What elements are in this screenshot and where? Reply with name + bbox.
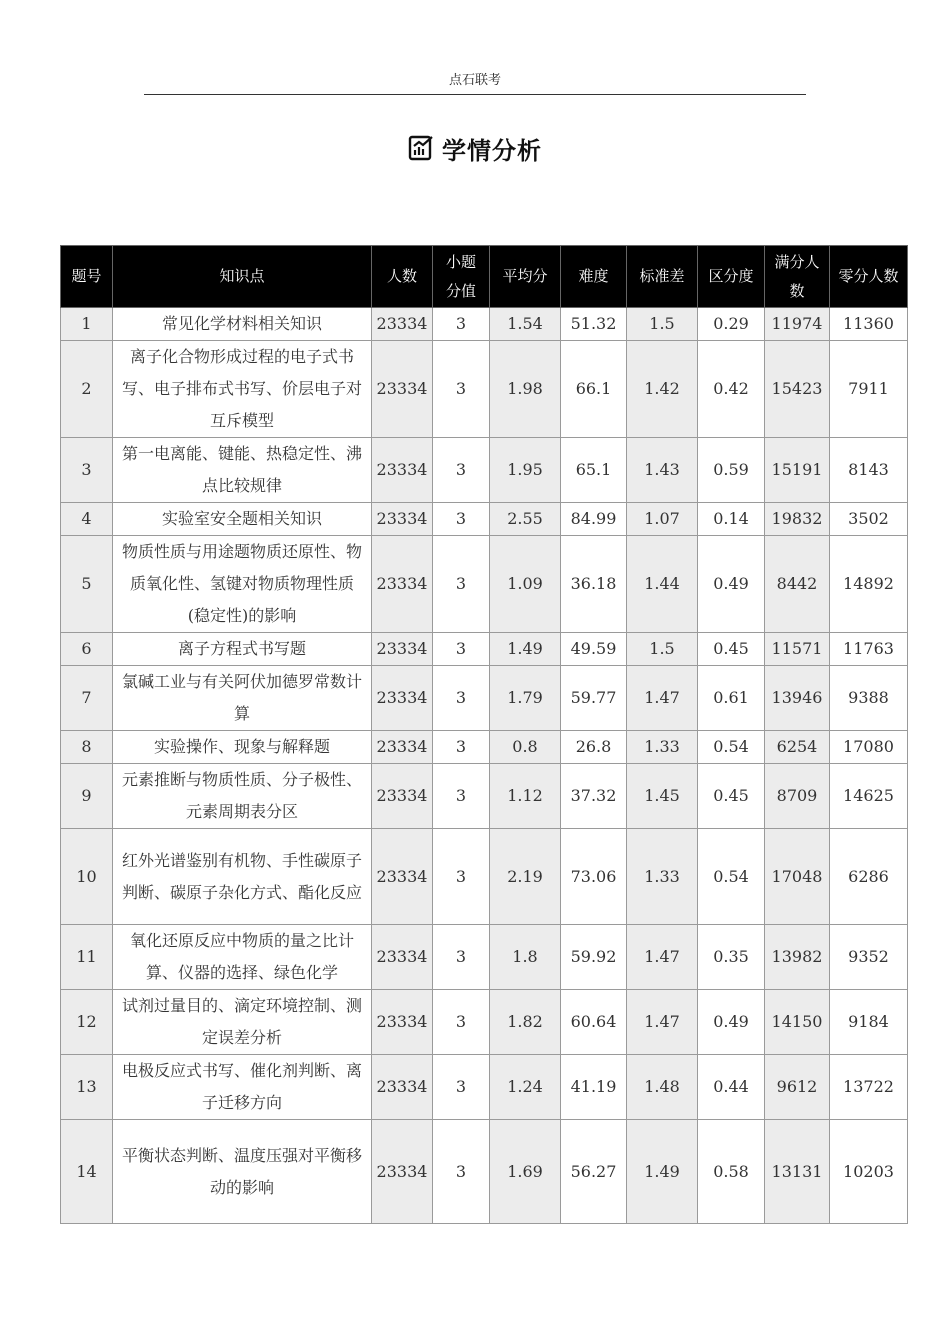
- col-count-cell: 23334: [372, 503, 433, 536]
- col-count-cell: 23334: [372, 1055, 433, 1120]
- col-full-score-count-cell: 8709: [765, 764, 830, 829]
- col-average-cell: 2.55: [490, 503, 561, 536]
- col-discrimination-cell: 0.29: [698, 308, 765, 341]
- table-row: [61, 308, 908, 341]
- page-header: [144, 70, 806, 95]
- col-no-cell: 8: [61, 731, 113, 764]
- col-difficulty-cell: 51.32: [561, 308, 627, 341]
- col-knowledge-point-cell: 氯碱工业与有关阿伏加德罗常数计算: [113, 666, 372, 731]
- table-row: [61, 438, 908, 503]
- table-row: [61, 1055, 908, 1120]
- col-no-cell: 6: [61, 633, 113, 666]
- col-full-score-count-cell: 11571: [765, 633, 830, 666]
- col-no-cell: 3: [61, 438, 113, 503]
- col-knowledge-point-cell: 试剂过量目的、滴定环境控制、测定误差分析: [113, 990, 372, 1055]
- col-difficulty-cell: 66.1: [561, 341, 627, 438]
- col-average-cell: 1.95: [490, 438, 561, 503]
- col-std-dev-cell: 1.5: [627, 633, 698, 666]
- col-item-score-cell: 3: [433, 1055, 490, 1120]
- col-full-score-count-cell: 17048: [765, 829, 830, 925]
- col-no-cell: 2: [61, 341, 113, 438]
- col-count-cell: 23334: [372, 1120, 433, 1224]
- col-std-dev-cell: 1.45: [627, 764, 698, 829]
- col-zero-score-count-cell: 11763: [830, 633, 908, 666]
- col-count-cell: 23334: [372, 731, 433, 764]
- col-count-cell: 23334: [372, 764, 433, 829]
- col-full-score-count-cell: 15423: [765, 341, 830, 438]
- col-item-score-cell: 3: [433, 829, 490, 925]
- col-zero-score-count-cell: 8143: [830, 438, 908, 503]
- col-no-cell: 7: [61, 666, 113, 731]
- col-knowledge-point-cell: 离子方程式书写题: [113, 633, 372, 666]
- col-item-score-cell: 3: [433, 925, 490, 990]
- col-full-score-count-cell: 13982: [765, 925, 830, 990]
- col-std-dev-cell: 1.48: [627, 1055, 698, 1120]
- col-difficulty-cell: 60.64: [561, 990, 627, 1055]
- col-average-cell: 0.8: [490, 731, 561, 764]
- col-knowledge-point-cell: 红外光谱鉴别有机物、手性碳原子判断、碳原子杂化方式、酯化反应: [113, 829, 372, 925]
- table-row: [61, 731, 908, 764]
- col-difficulty-cell: 37.32: [561, 764, 627, 829]
- col-difficulty-cell: 73.06: [561, 829, 627, 925]
- col-discrimination-cell: 0.49: [698, 536, 765, 633]
- col-discrimination-cell: 0.44: [698, 1055, 765, 1120]
- col-std-dev-cell: 1.49: [627, 1120, 698, 1224]
- col-item-score-cell: 3: [433, 633, 490, 666]
- col-std-dev-cell: 1.5: [627, 308, 698, 341]
- col-average-cell: 1.82: [490, 990, 561, 1055]
- col-average-header: 平均分: [490, 246, 561, 308]
- col-count-cell: 23334: [372, 536, 433, 633]
- table-row: [61, 925, 908, 990]
- col-difficulty-cell: 41.19: [561, 1055, 627, 1120]
- col-average-cell: 1.09: [490, 536, 561, 633]
- col-discrimination-cell: 0.54: [698, 829, 765, 925]
- col-knowledge-point-cell: 第一电离能、键能、热稳定性、沸点比较规律: [113, 438, 372, 503]
- col-no-cell: 5: [61, 536, 113, 633]
- col-full-score-count-cell: 8442: [765, 536, 830, 633]
- header-org: 点石联考: [448, 73, 501, 88]
- table-row: [61, 990, 908, 1055]
- col-std-dev-cell: 1.43: [627, 438, 698, 503]
- analysis-table: [60, 245, 908, 1224]
- col-difficulty-cell: 36.18: [561, 536, 627, 633]
- col-zero-score-count-cell: 17080: [830, 731, 908, 764]
- col-item-score-cell: 3: [433, 990, 490, 1055]
- col-std-dev-cell: 1.33: [627, 829, 698, 925]
- col-average-cell: 1.24: [490, 1055, 561, 1120]
- col-difficulty-cell: 26.8: [561, 731, 627, 764]
- col-discrimination-cell: 0.45: [698, 633, 765, 666]
- col-item-score-cell: 3: [433, 341, 490, 438]
- col-zero-score-count-cell: 13722: [830, 1055, 908, 1120]
- col-discrimination-header: 区分度: [698, 246, 765, 308]
- chart-icon: [408, 134, 434, 162]
- col-count-cell: 23334: [372, 438, 433, 503]
- table-row: [61, 633, 908, 666]
- col-full-score-count-cell: 13946: [765, 666, 830, 731]
- col-average-cell: 1.98: [490, 341, 561, 438]
- table-row: [61, 536, 908, 633]
- col-no-cell: 13: [61, 1055, 113, 1120]
- col-average-cell: 1.8: [490, 925, 561, 990]
- col-no-cell: 11: [61, 925, 113, 990]
- table-row: [61, 503, 908, 536]
- col-discrimination-cell: 0.14: [698, 503, 765, 536]
- col-difficulty-cell: 56.27: [561, 1120, 627, 1224]
- col-zero-score-count-cell: 6286: [830, 829, 908, 925]
- col-std-dev-cell: 1.47: [627, 990, 698, 1055]
- col-item-score-cell: 3: [433, 731, 490, 764]
- col-item-score-cell: 3: [433, 308, 490, 341]
- col-zero-score-count-cell: 9184: [830, 990, 908, 1055]
- col-full-score-count-cell: 9612: [765, 1055, 830, 1120]
- col-average-cell: 1.69: [490, 1120, 561, 1224]
- col-discrimination-cell: 0.58: [698, 1120, 765, 1224]
- col-std-dev-cell: 1.33: [627, 731, 698, 764]
- page-title: 学情分析: [442, 136, 542, 165]
- col-count-cell: 23334: [372, 925, 433, 990]
- col-zero-score-count-header: 零分人数: [830, 246, 908, 308]
- col-no-cell: 4: [61, 503, 113, 536]
- col-full-score-count-cell: 11974: [765, 308, 830, 341]
- col-knowledge-point-cell: 离子化合物形成过程的电子式书写、电子排布式书写、价层电子对互斥模型: [113, 341, 372, 438]
- col-no-cell: 9: [61, 764, 113, 829]
- col-count-cell: 23334: [372, 633, 433, 666]
- col-no-cell: 12: [61, 990, 113, 1055]
- col-full-score-count-cell: 15191: [765, 438, 830, 503]
- col-std-dev-cell: 1.44: [627, 536, 698, 633]
- col-knowledge-point-cell: 元素推断与物质性质、分子极性、元素周期表分区: [113, 764, 372, 829]
- table-row: [61, 341, 908, 438]
- col-std-dev-cell: 1.47: [627, 925, 698, 990]
- col-zero-score-count-cell: 9388: [830, 666, 908, 731]
- col-count-header: 人数: [372, 246, 433, 308]
- col-discrimination-cell: 0.59: [698, 438, 765, 503]
- col-no-cell: 14: [61, 1120, 113, 1224]
- col-discrimination-cell: 0.54: [698, 731, 765, 764]
- col-discrimination-cell: 0.45: [698, 764, 765, 829]
- col-count-cell: 23334: [372, 666, 433, 731]
- col-knowledge-point-cell: 物质性质与用途题物质还原性、物质氧化性、氢键对物质物理性质(稳定性)的影响: [113, 536, 372, 633]
- col-zero-score-count-cell: 11360: [830, 308, 908, 341]
- col-full-score-count-cell: 14150: [765, 990, 830, 1055]
- col-difficulty-cell: 59.92: [561, 925, 627, 990]
- col-std-dev-cell: 1.47: [627, 666, 698, 731]
- col-item-score-cell: 3: [433, 536, 490, 633]
- col-item-score-cell: 3: [433, 764, 490, 829]
- col-item-score-cell: 3: [433, 503, 490, 536]
- table-row: [61, 829, 908, 925]
- col-full-score-count-cell: 6254: [765, 731, 830, 764]
- col-difficulty-header: 难度: [561, 246, 627, 308]
- col-count-cell: 23334: [372, 341, 433, 438]
- table-row: [61, 764, 908, 829]
- col-average-cell: 1.54: [490, 308, 561, 341]
- col-knowledge-point-cell: 平衡状态判断、温度压强对平衡移动的影响: [113, 1120, 372, 1224]
- col-count-cell: 23334: [372, 990, 433, 1055]
- col-discrimination-cell: 0.35: [698, 925, 765, 990]
- col-difficulty-cell: 59.77: [561, 666, 627, 731]
- col-zero-score-count-cell: 3502: [830, 503, 908, 536]
- col-count-cell: 23334: [372, 308, 433, 341]
- col-discrimination-cell: 0.61: [698, 666, 765, 731]
- col-std-dev-header: 标准差: [627, 246, 698, 308]
- col-std-dev-cell: 1.07: [627, 503, 698, 536]
- col-count-cell: 23334: [372, 829, 433, 925]
- col-average-cell: 1.79: [490, 666, 561, 731]
- section-title: [0, 128, 950, 168]
- col-discrimination-cell: 0.49: [698, 990, 765, 1055]
- col-full-score-count-cell: 13131: [765, 1120, 830, 1224]
- col-item-score-cell: 3: [433, 666, 490, 731]
- col-knowledge-point-cell: 实验室安全题相关知识: [113, 503, 372, 536]
- col-item-score-header: 小题分值: [433, 246, 490, 308]
- col-difficulty-cell: 49.59: [561, 633, 627, 666]
- col-knowledge-point-cell: 电极反应式书写、催化剂判断、离子迁移方向: [113, 1055, 372, 1120]
- col-average-cell: 2.19: [490, 829, 561, 925]
- col-std-dev-cell: 1.42: [627, 341, 698, 438]
- table-row: [61, 1120, 908, 1224]
- col-zero-score-count-cell: 9352: [830, 925, 908, 990]
- col-item-score-cell: 3: [433, 438, 490, 503]
- col-difficulty-cell: 84.99: [561, 503, 627, 536]
- table-row: [61, 666, 908, 731]
- col-full-score-count-cell: 19832: [765, 503, 830, 536]
- table-header-row: [61, 246, 908, 308]
- col-zero-score-count-cell: 14625: [830, 764, 908, 829]
- col-average-cell: 1.12: [490, 764, 561, 829]
- col-no-header: 题号: [61, 246, 113, 308]
- col-item-score-cell: 3: [433, 1120, 490, 1224]
- col-zero-score-count-cell: 14892: [830, 536, 908, 633]
- col-knowledge-point-cell: 实验操作、现象与解释题: [113, 731, 372, 764]
- col-no-cell: 10: [61, 829, 113, 925]
- col-average-cell: 1.49: [490, 633, 561, 666]
- col-knowledge-point-cell: 氧化还原反应中物质的量之比计算、仪器的选择、绿色化学: [113, 925, 372, 990]
- col-difficulty-cell: 65.1: [561, 438, 627, 503]
- col-knowledge-point-header: 知识点: [113, 246, 372, 308]
- col-discrimination-cell: 0.42: [698, 341, 765, 438]
- col-zero-score-count-cell: 10203: [830, 1120, 908, 1224]
- col-full-score-count-header: 满分人数: [765, 246, 830, 308]
- col-no-cell: 1: [61, 308, 113, 341]
- col-knowledge-point-cell: 常见化学材料相关知识: [113, 308, 372, 341]
- col-zero-score-count-cell: 7911: [830, 341, 908, 438]
